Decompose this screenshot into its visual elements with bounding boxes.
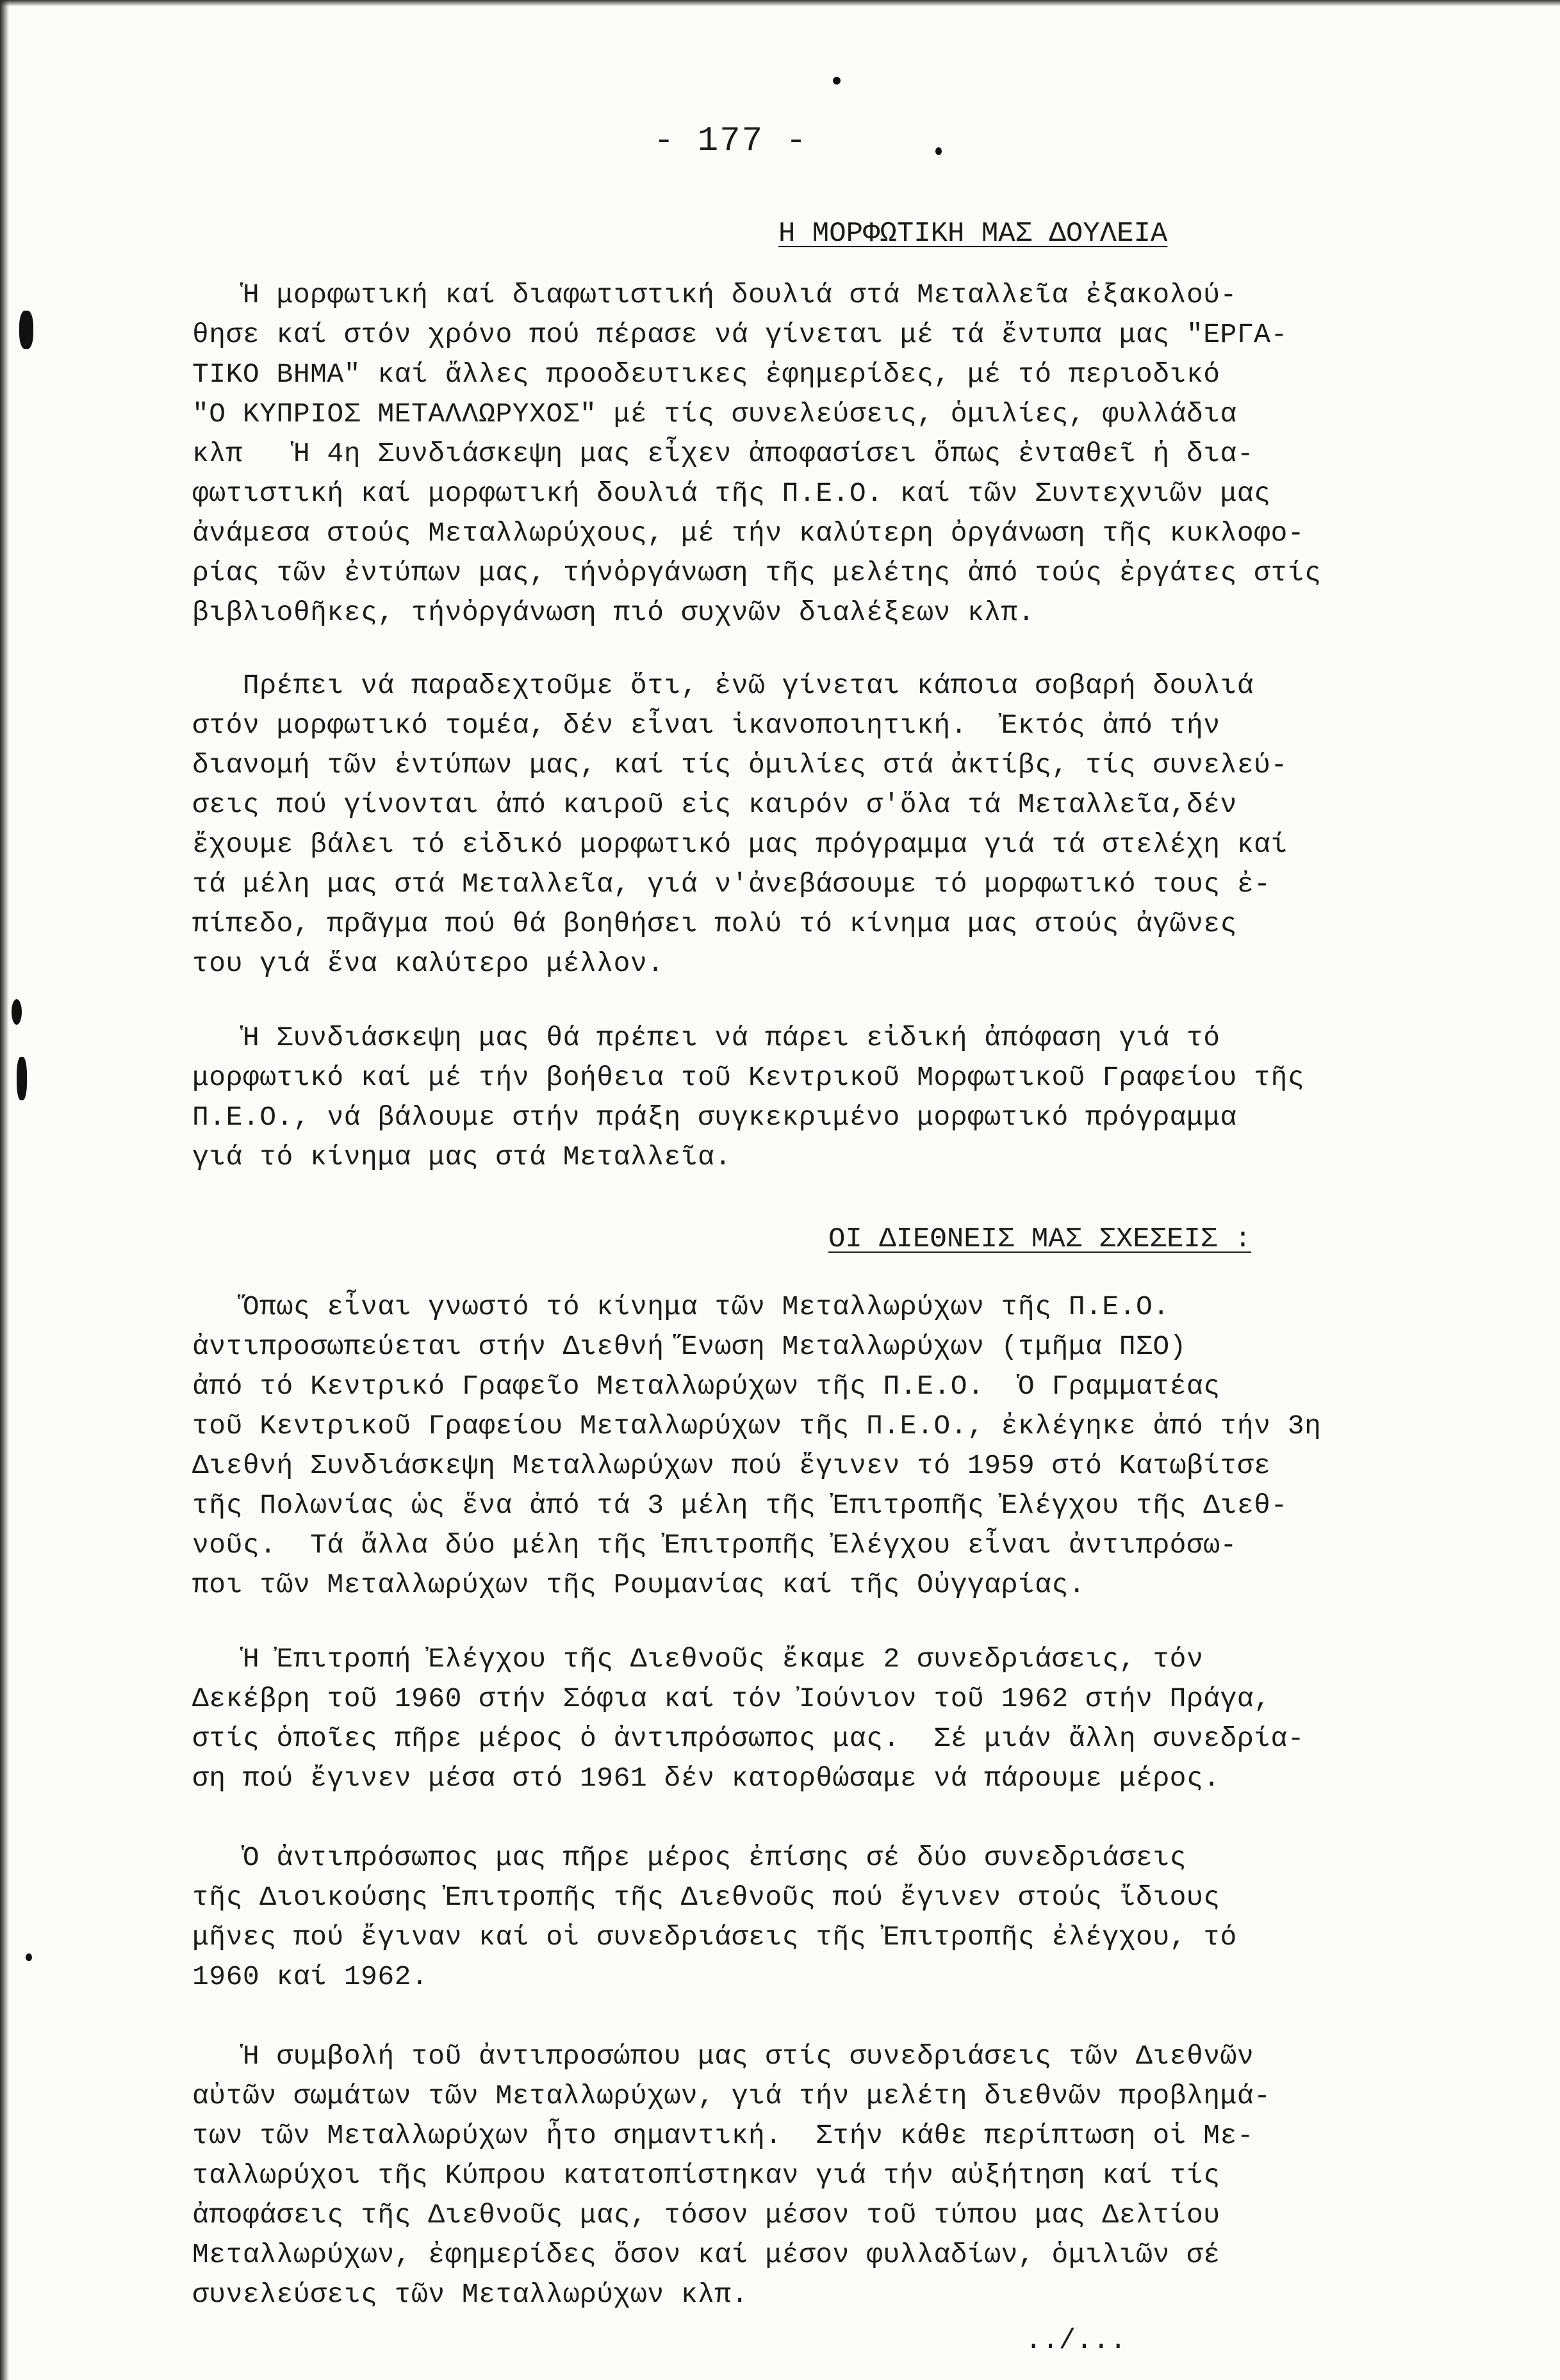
paragraph: Ὅπως εἶναι γνωστό τό κίνημα τῶν Μεταλλωρύχων τῆς Π.Ε.Ο. ἀντιπροσωπεύεται στήν Διεθνή Ἕνωση Μεταλλωρύχων (τμῆμα ΠΣΟ) ἀπό τό Κεντρικό Γραφεῖο Μεταλλωρύχων τῆς Π.Ε.Ο. Ὁ Γραμματέας τοῦ Κεντρικοῦ Γραφείου Μεταλλωρύχων τῆς Π.Ε.Ο., ἐκλέγηκε ἀπό τήν 3η Διεθνή Συνδιάσκεψη Μεταλλωρύχων πού ἔγινεν τό 1959 στό Κατωβίτσε τῆς Πολωνίας ὡς ἕνα ἀπό τά 3 μέλη τῆς Ἐπιτροπῆς Ἐλέγχου τῆς Διεθ- νοῦς. Τά ἄλλα δύο μέλη τῆς Ἐπιτροπῆς Ἐλέγχου εἶναι ἀντιπρόσω- ποι τῶν Μεταλλωρύχων τῆς Ρουμανίας καί τῆς Οὐγγαρίας. bbox=[192, 1291, 1322, 1601]
paragraph: Ἡ μορφωτική καί διαφωτιστική δουλιά στά Μεταλλεῖα ἐξακολού- θησε καί στόν χρόνο πού πέρασε νά γίνεται μέ τά ἔντυπα μας "ΕΡΓΑ- ΤΙΚΟ ΒΗΜΑ" καί ἄλλες προοδευτικες ἐφημερίδες, μέ τό περιοδικό "Ο ΚΥΠΡΙΟΣ ΜΕΤΑΛΛΩΡΥΧΟΣ" μέ τίς συνελεύσεις, ὁμιλίες, φυλλάδια κλπ Ἡ 4η Συνδιάσκεψη μας εἶχεν ἀποφασίσει ὅπως ἐνταθεῖ ἡ δια- φωτιστική καί μορφωτική δουλιά τῆς Π.Ε.Ο. καί τῶν Συντεχνιῶν μας ἀνάμεσα στούς Μεταλλωρύχους, μέ τήν καλύτερη ὀργάνωση τῆς κυκλοφο- ρίας τῶν ἐντύπων μας, τήνὀργάνωση τῆς μελέτης ἀπό τούς ἐργάτες στίς βιβλιοθῆκες, τήνὀργάνωση πιό συχνῶν διαλέξεων κλπ. bbox=[192, 279, 1322, 628]
scan-speck bbox=[935, 147, 942, 155]
paragraph: Ἡ συμβολή τοῦ ἀντιπροσώπου μας στίς συνεδριάσεις τῶν Διεθνῶν αὐτῶν σωμάτων τῶν Μεταλλωρύχων, γιά τήν μελέτη διεθνῶν προβλημά- των τῶν Μεταλλωρύχων ἦτο σημαντική. Στήν κάθε περίπτωση οἱ Με- ταλλωρύχοι τῆς Κύπρου κατατοπίστηκαν γιά τήν αὐξήτηση καί τίς ἀποφάσεις τῆς Διεθνοῦς μας, τόσον μέσον τοῦ τύπου μας Δελτίου Μεταλλωρύχων, ἐφημερίδες ὅσον καί μέσον φυλλαδίων, ὁμιλιῶν σέ συνελεύσεις τῶν Μεταλλωρύχων κλπ. bbox=[192, 2041, 1271, 2310]
scan-speck bbox=[17, 1057, 27, 1100]
section-heading-education: Η ΜΟΡΦΩΤΙΚΗ ΜΑΣ ΔΟΥΛΕΙΑ bbox=[778, 218, 1168, 250]
scan-speck bbox=[19, 311, 33, 349]
paragraph: Ἡ Συνδιάσκεψη μας θά πρέπει νά πάρει εἰδική ἀπόφαση γιά τό μορφωτικό καί μέ τήν βοήθεια τοῦ Κεντρικοῦ Μορφωτικοῦ Γραφείου τῆς Π.Ε.Ο., νά βάλουμε στήν πράξη συγκεκριμένο μορφωτικό πρόγραμμα γιά τό κίνημα μας στά Μεταλλεῖα. bbox=[192, 1022, 1305, 1173]
scan-speck bbox=[833, 77, 841, 85]
paragraph: Ὁ ἀντιπρόσωπος μας πῆρε μέρος ἐπίσης σέ δύο συνεδριάσεις τῆς Διοικούσης Ἐπιτροπῆς τῆς Διεθνοῦς πού ἔγινεν στούς ἴδιους μῆνες πού ἔγιναν καί οἱ συνεδριάσεις τῆς Ἐπιτροπῆς ἐλέγχου, τό 1960 καί 1962. bbox=[192, 1842, 1237, 1993]
scan-speck bbox=[26, 1953, 32, 1961]
scan-edge-left bbox=[0, 0, 9, 2380]
scan-edge-top bbox=[0, 0, 1560, 6]
paragraph: Ἡ Ἐπιτροπή Ἐλέγχου τῆς Διεθνοῦς ἔκαμε 2 συνεδριάσεις, τόν Δεκέβρη τοῦ 1960 στήν Σόφια καί τόν Ἰούνιον τοῦ 1962 στήν Πράγα, στίς ὁποῖες πῆρε μέρος ὁ ἀντιπρόσωπος μας. Σέ μιάν ἄλλη συνεδρία- ση πού ἔγινεν μέσα στό 1961 δέν κατορθώσαμε νά πάρουμε μέρος. bbox=[192, 1643, 1305, 1794]
continuation-mark: ../... bbox=[1025, 2325, 1127, 2357]
paragraph: Πρέπει νά παραδεχτοῦμε ὅτι, ἐνῶ γίνεται κάποια σοβαρή δουλιά στόν μορφωτικό τομέα, δέν εἶναι ἱκανοποιητική. Ἐκτός ἀπό τήν διανομή τῶν ἐντύπων μας, καί τίς ὁμιλίες στά ἀκτίβς, τίς συνελεύ- σεις πού γίνονται ἀπό καιροῦ εἰς καιρόν σ'ὅλα τά Μεταλλεῖα,δέν ἔχουμε βάλει τό εἰδικό μορφωτικό μας πρόγραμμα γιά τά στελέχη καί τά μέλη μας στά Μεταλλεῖα, γιά ν'ἀνεβάσουμε τό μορφωτικό τους ἐ- πίπεδο, πρᾶγμα πού θά βοηθήσει πολύ τό κίνημα μας στούς ἀγῶνες του γιά ἕνα καλύτερο μέλλον. bbox=[192, 670, 1288, 979]
page-number: - 177 - bbox=[653, 122, 808, 161]
section-heading-international: ΟΙ ΔΙΕΘΝΕΙΣ ΜΑΣ ΣΧΕΣΕΙΣ : bbox=[828, 1223, 1252, 1255]
scan-speck bbox=[12, 999, 22, 1025]
